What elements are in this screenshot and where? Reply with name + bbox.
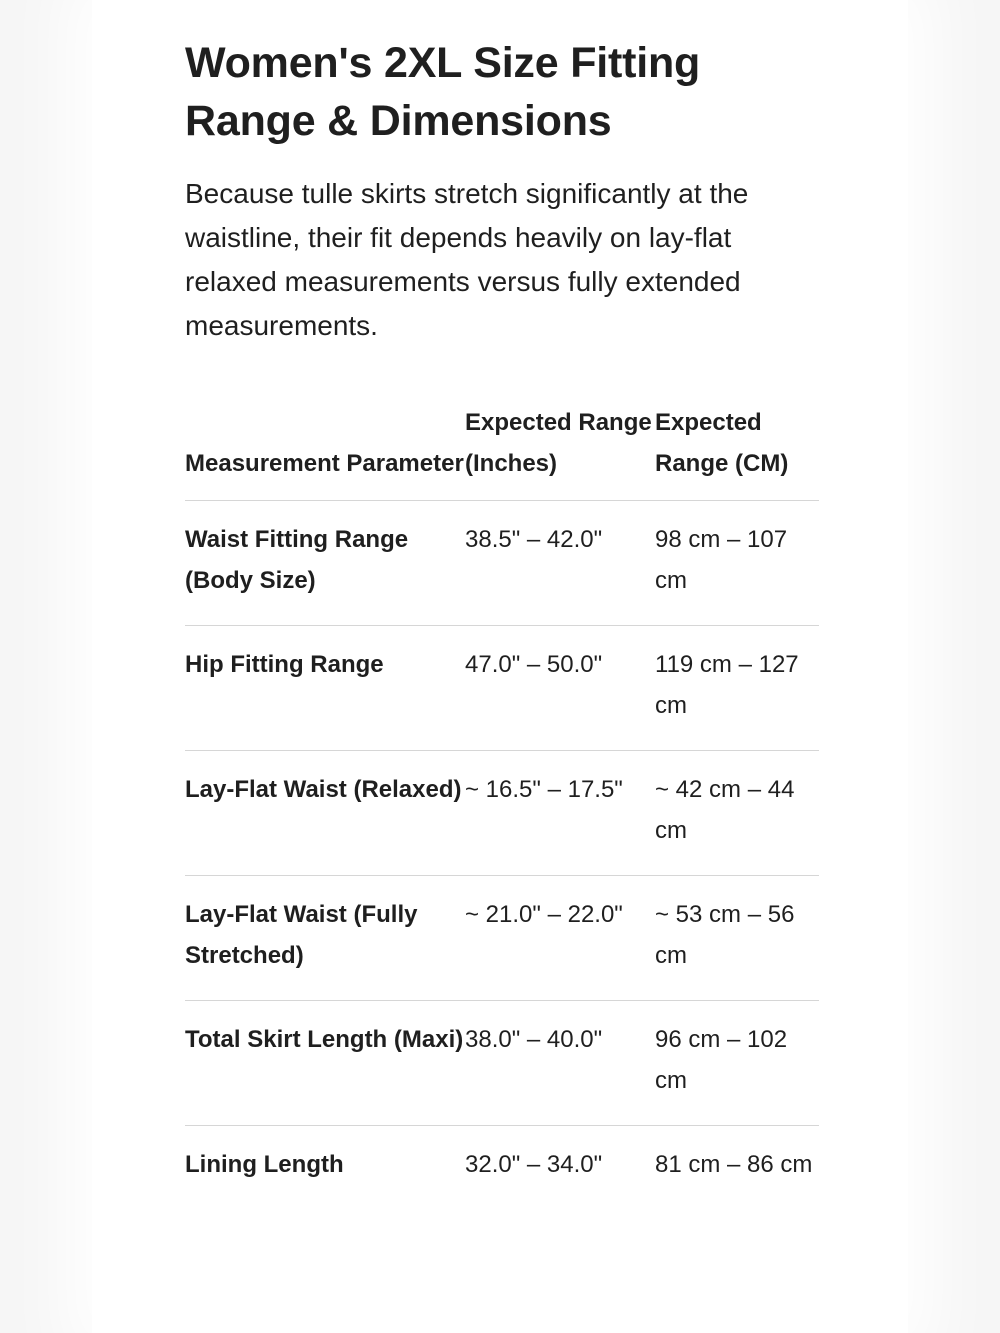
row-parameter: Lining Length <box>185 1151 344 1178</box>
row-range-inches: 47.0" – 50.0" <box>465 626 655 751</box>
row-range-inches: ~ 21.0" – 22.0" <box>465 876 655 1001</box>
row-parameter: Lay-Flat Waist (Relaxed) <box>185 751 465 876</box>
table-row <box>185 876 819 1001</box>
table-header <box>185 403 819 501</box>
row-range-cm: 119 cm – 127 cm <box>655 626 819 751</box>
header-expected-range-cm: Expected Range (CM) <box>655 403 819 501</box>
page-title: Women's 2XL Size Fitting Range & Dimensions <box>185 39 701 145</box>
row-range-inches: 38.0" – 40.0" <box>465 1001 655 1126</box>
header-row <box>185 403 819 501</box>
row-parameter: Waist Fitting Range (Body Size) <box>185 501 465 626</box>
table-row <box>185 1001 819 1126</box>
row-range-cm: 81 cm – 86 cm <box>655 1151 813 1178</box>
row-range-inches: ~ 16.5" – 17.5" <box>465 751 655 876</box>
row-parameter: Hip Fitting Range <box>185 626 465 751</box>
row-range-cm: ~ 53 cm – 56 cm <box>655 876 819 1001</box>
row-range-inches: 38.5" – 42.0" <box>465 501 655 626</box>
table-row <box>185 1126 819 1210</box>
row-parameter: Total Skirt Length (Maxi) <box>185 1001 465 1126</box>
table-row <box>185 751 819 876</box>
row-range-cm: ~ 42 cm – 44 cm <box>655 751 819 876</box>
table-row <box>185 626 819 751</box>
table-body <box>185 501 819 1210</box>
row-range-inches: 32.0" – 34.0" <box>465 1151 603 1178</box>
row-range-cm: 96 cm – 102 cm <box>655 1001 819 1126</box>
page <box>92 0 908 1333</box>
table-row <box>185 501 819 626</box>
intro-paragraph: Because tulle skirts stretch significantly at the waistline, their fit depends heavily on lay-flat relaxed measurements versus fully extended measurements. <box>185 178 749 341</box>
header-expected-range-inches: Expected Range (Inches) <box>465 403 655 501</box>
article <box>185 34 825 1178</box>
header-measurement-parameter: Measurement Parameter <box>185 403 465 501</box>
row-parameter: Lay-Flat Waist (Fully Stretched) <box>185 876 465 1001</box>
row-range-cm: 98 cm – 107 cm <box>655 501 819 626</box>
size-table <box>185 403 819 1210</box>
